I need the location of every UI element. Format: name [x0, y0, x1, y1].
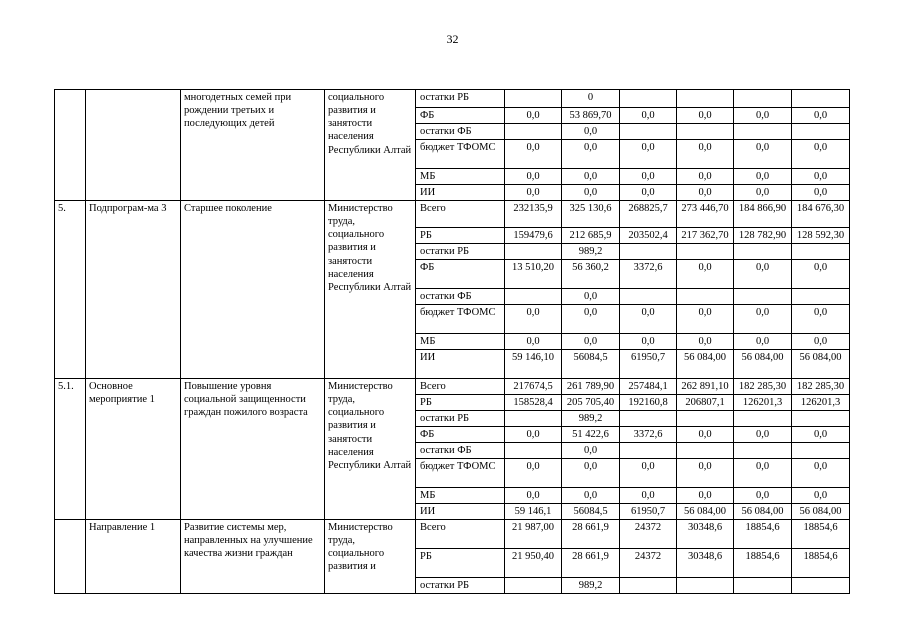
amount-cell: 0,0 [792, 334, 850, 350]
amount-cell: 56 360,2 [562, 260, 620, 289]
amount-cell [734, 411, 792, 427]
executor: социального развития и занятости населения Республики Алтай [325, 90, 416, 201]
program-description: Развитие системы мер, направленных на улучшение качества жизни граждан [181, 520, 325, 594]
amount-cell: 0,0 [505, 334, 562, 350]
funding-source: остатки ФБ [416, 289, 505, 305]
amount-cell: 18854,6 [734, 549, 792, 578]
row-number: 5.1. [55, 379, 86, 520]
amount-cell: 989,2 [562, 244, 620, 260]
amount-cell: 0,0 [620, 334, 677, 350]
amount-cell: 0,0 [792, 427, 850, 443]
amount-cell: 0,0 [562, 140, 620, 169]
amount-cell: 203502,4 [620, 228, 677, 244]
amount-cell: 59 146,1 [505, 504, 562, 520]
funding-source: ФБ [416, 260, 505, 289]
amount-cell: 56 084,00 [792, 350, 850, 379]
funding-source: остатки РБ [416, 578, 505, 594]
amount-cell: 24372 [620, 549, 677, 578]
amount-cell: 159479,6 [505, 228, 562, 244]
amount-cell: 0,0 [734, 169, 792, 185]
amount-cell [505, 578, 562, 594]
table-row [55, 90, 850, 108]
amount-cell: 128 592,30 [792, 228, 850, 244]
amount-cell: 0,0 [677, 185, 734, 201]
amount-cell: 0,0 [677, 305, 734, 334]
table-row [55, 520, 850, 549]
amount-cell: 0,0 [734, 459, 792, 488]
program-description: Старшее поколение [181, 201, 325, 379]
amount-cell [677, 443, 734, 459]
amount-cell: 0,0 [505, 108, 562, 124]
amount-cell: 989,2 [562, 411, 620, 427]
amount-cell [734, 90, 792, 108]
amount-cell: 184 866,90 [734, 201, 792, 228]
amount-cell: 3372,6 [620, 260, 677, 289]
amount-cell: 0,0 [562, 305, 620, 334]
amount-cell: 257484,1 [620, 379, 677, 395]
amount-cell: 0,0 [792, 488, 850, 504]
amount-cell: 24372 [620, 520, 677, 549]
amount-cell: 56 084,00 [734, 350, 792, 379]
funding-source: остатки РБ [416, 244, 505, 260]
executor: Министерство труда, социального развития и [325, 520, 416, 594]
amount-cell: 0,0 [734, 108, 792, 124]
amount-cell [677, 289, 734, 305]
amount-cell: 0,0 [677, 140, 734, 169]
row-number [55, 520, 86, 594]
amount-cell: 217 362,70 [677, 228, 734, 244]
amount-cell [734, 244, 792, 260]
budget-table [54, 89, 850, 594]
amount-cell: 56 084,00 [792, 504, 850, 520]
amount-cell: 0,0 [677, 427, 734, 443]
amount-cell: 232135,9 [505, 201, 562, 228]
amount-cell [677, 578, 734, 594]
program-name: Основное мероприятие 1 [86, 379, 181, 520]
program-description: Повышение уровня социальной защищенности граждан пожилого возраста [181, 379, 325, 520]
amount-cell: 206807,1 [677, 395, 734, 411]
amount-cell: 0,0 [620, 488, 677, 504]
amount-cell: 0,0 [562, 334, 620, 350]
amount-cell: 56 084,00 [677, 504, 734, 520]
amount-cell: 192160,8 [620, 395, 677, 411]
amount-cell: 30348,6 [677, 549, 734, 578]
amount-cell [505, 244, 562, 260]
funding-source: бюджет ТФОМС [416, 140, 505, 169]
amount-cell [792, 578, 850, 594]
amount-cell: 0,0 [677, 459, 734, 488]
row-number: 5. [55, 201, 86, 379]
funding-source: ФБ [416, 427, 505, 443]
amount-cell [677, 411, 734, 427]
funding-source: ИИ [416, 504, 505, 520]
amount-cell: 0,0 [562, 488, 620, 504]
amount-cell: 51 422,6 [562, 427, 620, 443]
funding-source: остатки ФБ [416, 124, 505, 140]
amount-cell: 0,0 [734, 427, 792, 443]
funding-source: ИИ [416, 185, 505, 201]
amount-cell: 0,0 [562, 459, 620, 488]
amount-cell: 56084,5 [562, 504, 620, 520]
amount-cell: 0 [562, 90, 620, 108]
amount-cell: 18854,6 [792, 520, 850, 549]
amount-cell: 0,0 [677, 260, 734, 289]
amount-cell [505, 124, 562, 140]
amount-cell: 53 869,70 [562, 108, 620, 124]
amount-cell: 273 446,70 [677, 201, 734, 228]
amount-cell: 0,0 [620, 169, 677, 185]
amount-cell: 182 285,30 [792, 379, 850, 395]
amount-cell [792, 443, 850, 459]
amount-cell: 0,0 [562, 124, 620, 140]
amount-cell: 205 705,40 [562, 395, 620, 411]
amount-cell: 217674,5 [505, 379, 562, 395]
amount-cell: 61950,7 [620, 350, 677, 379]
amount-cell: 128 782,90 [734, 228, 792, 244]
amount-cell [620, 124, 677, 140]
amount-cell: 28 661,9 [562, 520, 620, 549]
table-row [55, 379, 850, 395]
amount-cell [734, 443, 792, 459]
amount-cell [792, 411, 850, 427]
amount-cell: 0,0 [792, 169, 850, 185]
amount-cell [677, 90, 734, 108]
funding-source: остатки РБ [416, 411, 505, 427]
funding-source: ИИ [416, 350, 505, 379]
funding-source: остатки ФБ [416, 443, 505, 459]
amount-cell: 0,0 [677, 108, 734, 124]
amount-cell: 182 285,30 [734, 379, 792, 395]
amount-cell: 0,0 [505, 427, 562, 443]
amount-cell: 28 661,9 [562, 549, 620, 578]
amount-cell: 261 789,90 [562, 379, 620, 395]
amount-cell: 0,0 [734, 305, 792, 334]
amount-cell: 21 950,40 [505, 549, 562, 578]
program-name [86, 90, 181, 201]
funding-source: РБ [416, 549, 505, 578]
amount-cell: 0,0 [562, 443, 620, 459]
amount-cell: 3372,6 [620, 427, 677, 443]
amount-cell: 262 891,10 [677, 379, 734, 395]
amount-cell: 21 987,00 [505, 520, 562, 549]
funding-source: Всего [416, 379, 505, 395]
amount-cell [677, 124, 734, 140]
amount-cell [734, 289, 792, 305]
amount-cell: 989,2 [562, 578, 620, 594]
funding-source: бюджет ТФОМС [416, 305, 505, 334]
amount-cell: 0,0 [734, 185, 792, 201]
amount-cell: 0,0 [677, 169, 734, 185]
amount-cell: 61950,7 [620, 504, 677, 520]
amount-cell [505, 90, 562, 108]
amount-cell: 0,0 [505, 169, 562, 185]
program-name: Направление 1 [86, 520, 181, 594]
amount-cell: 212 685,9 [562, 228, 620, 244]
amount-cell: 0,0 [792, 140, 850, 169]
amount-cell: 0,0 [734, 260, 792, 289]
amount-cell: 0,0 [562, 289, 620, 305]
amount-cell: 0,0 [734, 140, 792, 169]
funding-source: МБ [416, 488, 505, 504]
amount-cell: 0,0 [677, 488, 734, 504]
amount-cell: 13 510,20 [505, 260, 562, 289]
amount-cell: 56 084,00 [734, 504, 792, 520]
amount-cell: 126201,3 [734, 395, 792, 411]
page-number: 32 [446, 32, 459, 46]
funding-source: Всего [416, 201, 505, 228]
amount-cell [792, 124, 850, 140]
amount-cell [620, 443, 677, 459]
amount-cell [620, 244, 677, 260]
amount-cell: 0,0 [505, 488, 562, 504]
row-number [55, 90, 86, 201]
amount-cell: 0,0 [505, 140, 562, 169]
amount-cell: 0,0 [562, 169, 620, 185]
amount-cell [505, 443, 562, 459]
program-description: многодетных семей при рождении третьих и последующих детей [181, 90, 325, 201]
amount-cell: 56084,5 [562, 350, 620, 379]
amount-cell [792, 289, 850, 305]
funding-source: РБ [416, 228, 505, 244]
amount-cell: 56 084,00 [677, 350, 734, 379]
amount-cell: 18854,6 [734, 520, 792, 549]
amount-cell: 0,0 [505, 459, 562, 488]
amount-cell: 0,0 [734, 488, 792, 504]
funding-source: бюджет ТФОМС [416, 459, 505, 488]
amount-cell [734, 124, 792, 140]
amount-cell [734, 578, 792, 594]
amount-cell: 59 146,10 [505, 350, 562, 379]
amount-cell: 0,0 [505, 305, 562, 334]
amount-cell: 0,0 [792, 108, 850, 124]
amount-cell: 325 130,6 [562, 201, 620, 228]
funding-source: РБ [416, 395, 505, 411]
amount-cell [505, 289, 562, 305]
program-name: Подпрограм-ма 3 [86, 201, 181, 379]
amount-cell: 0,0 [792, 305, 850, 334]
amount-cell: 0,0 [620, 459, 677, 488]
funding-source: остатки РБ [416, 90, 505, 108]
funding-source: МБ [416, 169, 505, 185]
amount-cell: 184 676,30 [792, 201, 850, 228]
amount-cell: 0,0 [792, 459, 850, 488]
amount-cell: 0,0 [677, 334, 734, 350]
amount-cell: 18854,6 [792, 549, 850, 578]
amount-cell [620, 289, 677, 305]
amount-cell [505, 411, 562, 427]
amount-cell [792, 90, 850, 108]
amount-cell: 0,0 [734, 334, 792, 350]
amount-cell: 30348,6 [677, 520, 734, 549]
amount-cell: 0,0 [620, 108, 677, 124]
amount-cell: 0,0 [792, 260, 850, 289]
funding-source: ФБ [416, 108, 505, 124]
amount-cell [677, 244, 734, 260]
table-row [55, 201, 850, 228]
funding-source: Всего [416, 520, 505, 549]
amount-cell: 158528,4 [505, 395, 562, 411]
amount-cell: 0,0 [620, 185, 677, 201]
amount-cell: 268825,7 [620, 201, 677, 228]
amount-cell: 0,0 [562, 185, 620, 201]
amount-cell [620, 578, 677, 594]
amount-cell: 0,0 [505, 185, 562, 201]
executor: Министерство труда, социального развития и занятости населения Республики Алтай [325, 379, 416, 520]
funding-source: МБ [416, 334, 505, 350]
amount-cell [620, 411, 677, 427]
amount-cell [792, 244, 850, 260]
executor: Министерство труда, социального развития и занятости населения Республики Алтай [325, 201, 416, 379]
amount-cell [620, 90, 677, 108]
amount-cell: 0,0 [620, 305, 677, 334]
amount-cell: 0,0 [620, 140, 677, 169]
amount-cell: 0,0 [792, 185, 850, 201]
amount-cell: 126201,3 [792, 395, 850, 411]
